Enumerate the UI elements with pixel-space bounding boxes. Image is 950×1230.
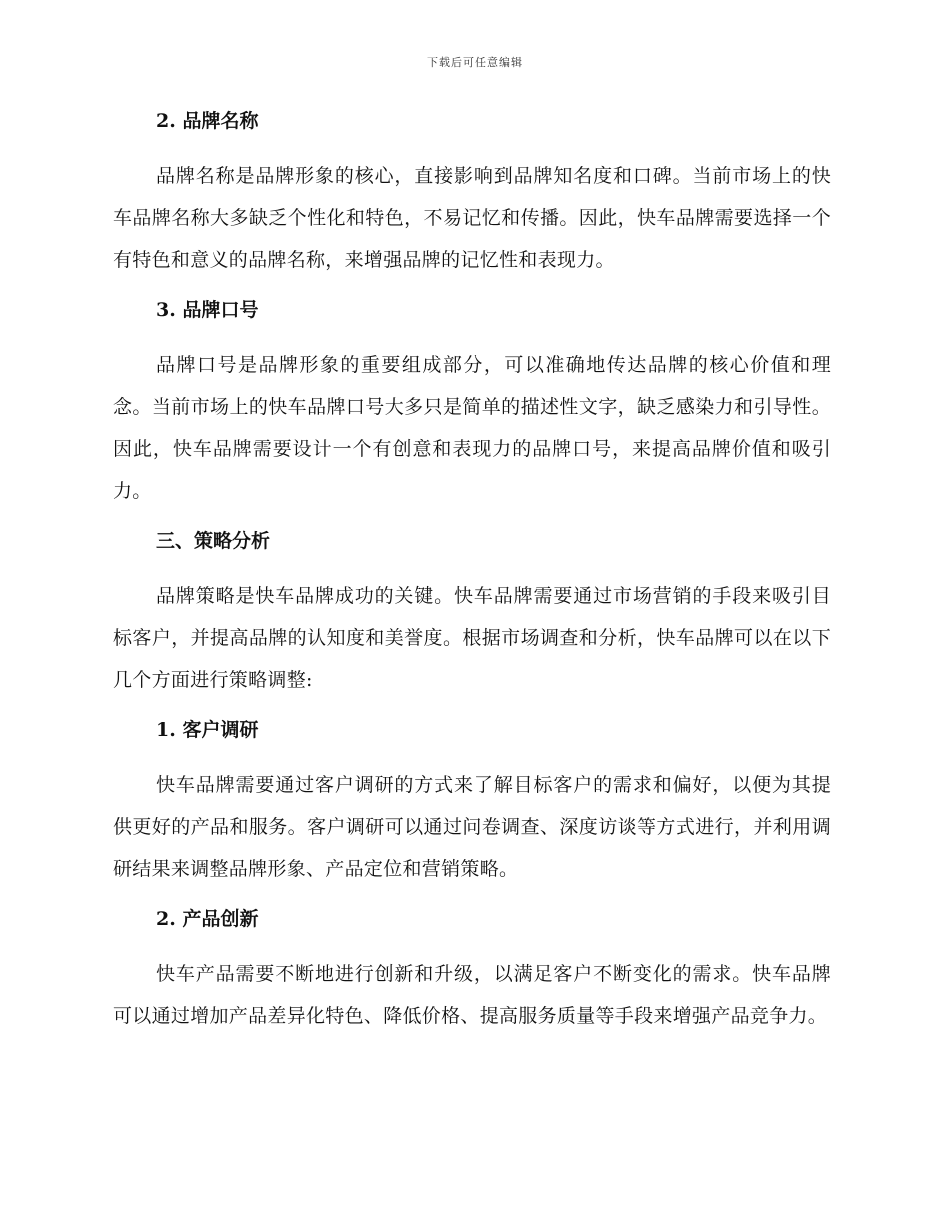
- section-paragraph: 快车品牌需要通过客户调研的方式来了解目标客户的需求和偏好，以便为其提供更好的产品和服务。客户调研可以通过问卷调查、深度访谈等方式进行，并利用调研结果来调整品牌形象、产品定位和营销策略。: [113, 774, 831, 880]
- section-strategy-analysis: [113, 527, 831, 716]
- section-product-innovation: [113, 905, 831, 1037]
- document-body: [113, 107, 831, 1037]
- page-header: 下载后可任意编辑: [427, 56, 523, 69]
- section-customer-research: [113, 716, 831, 905]
- section-heading: 2. 品牌名称: [156, 110, 259, 132]
- section-paragraph: 品牌口号是品牌形象的重要组成部分，可以准确地传达品牌的核心价值和理念。当前市场上的快车品牌口号大多只是简单的描述性文字，缺乏感染力和引导性。因此，快车品牌需要设计一个有创意和表现力的品牌口号，来提高品牌价值和吸引力。: [113, 354, 831, 502]
- section-brand-name: [113, 107, 831, 296]
- section-heading: 3. 品牌口号: [156, 299, 259, 321]
- section-heading: 1. 客户调研: [156, 719, 259, 741]
- section-heading: 三、策略分析: [156, 530, 271, 552]
- section-brand-slogan: [113, 296, 831, 527]
- section-paragraph: 品牌名称是品牌形象的核心，直接影响到品牌知名度和口碑。当前市场上的快车品牌名称大多缺乏个性化和特色，不易记忆和传播。因此，快车品牌需要选择一个有特色和意义的品牌名称，来增强品牌的记忆性和表现力。: [113, 165, 831, 271]
- section-paragraph: 品牌策略是快车品牌成功的关键。快车品牌需要通过市场营销的手段来吸引目标客户，并提高品牌的认知度和美誉度。根据市场调查和分析，快车品牌可以在以下几个方面进行策略调整:: [113, 585, 831, 691]
- section-heading: 2. 产品创新: [156, 908, 259, 930]
- section-paragraph: 快车产品需要不断地进行创新和升级，以满足客户不断变化的需求。快车品牌可以通过增加产品差异化特色、降低价格、提高服务质量等手段来增强产品竞争力。: [113, 963, 831, 1027]
